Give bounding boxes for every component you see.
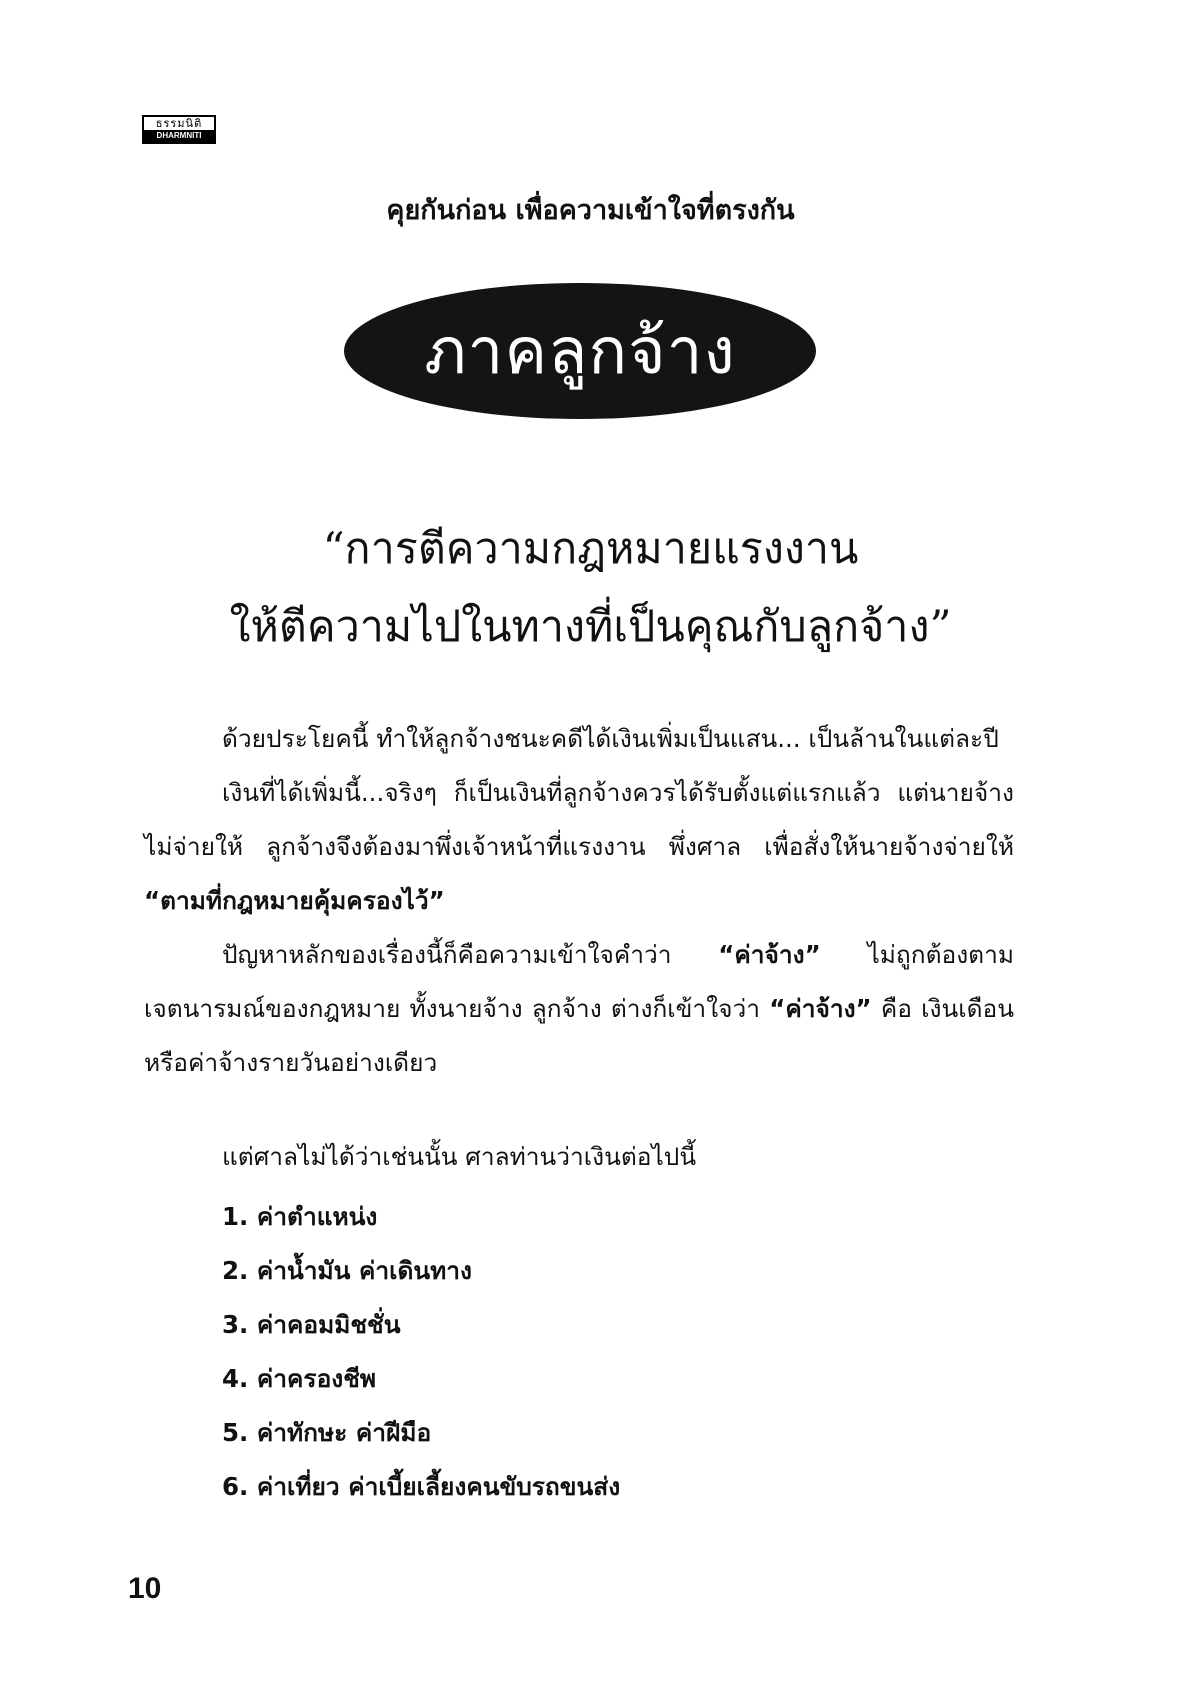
- list-item: 4. ค่าครองชีพ: [222, 1364, 377, 1393]
- list-item: 6. ค่าเที่ยว ค่าเบี้ยเลี้ยงคนขับรถขนส่ง: [222, 1472, 621, 1501]
- list-intro: แต่ศาลไม่ได้ว่าเช่นนั้น ศาลท่านว่าเงินต่อไปนี้: [222, 1142, 697, 1171]
- wage-term: “ค่าจ้าง”: [769, 994, 872, 1023]
- paragraph-3-line-1: [144, 928, 1014, 982]
- paragraph-3-text-a: ปัญหาหลักของเรื่องนี้ก็คือความเข้าใจคำว่า: [222, 940, 672, 969]
- pull-quote-line-2: ให้ตีความไปในทางที่เป็นคุณกับลูกจ้าง”: [229, 602, 952, 652]
- logo-thai-text: ธรรมนิติ: [155, 117, 203, 130]
- section-title: ภาคลูกจ้าง: [424, 315, 736, 389]
- page-number: 10: [128, 1572, 162, 1605]
- paragraph-3-text-d: คือ เงินเดือน: [880, 994, 1014, 1023]
- paragraph-2-line-2: ไม่จ่ายให้ ลูกจ้างจึงต้องมาพึ่งเจ้าหน้าที่แรงงาน พึ่งศาล เพื่อสั่งให้นายจ้างจ่ายให้: [144, 832, 1014, 861]
- logo-english-text: DHARMNITI: [144, 130, 214, 142]
- paragraph-3-text-c: เจตนารมณ์ของกฎหมาย ทั้งนายจ้าง ลูกจ้าง ต่างก็เข้าใจว่า: [144, 994, 761, 1023]
- wage-items-list: [222, 1190, 620, 1514]
- list-item: 2. ค่าน้ำมัน ค่าเดินทาง: [222, 1256, 473, 1285]
- paragraph-3-line-3: หรือค่าจ้างรายวันอย่างเดียว: [144, 1048, 438, 1077]
- pull-quote-line-1: “การตีความกฎหมายแรงงาน: [322, 524, 859, 574]
- section-kicker: คุยกันก่อน เพื่อความเข้าใจที่ตรงกัน: [386, 195, 795, 226]
- body-text: [144, 712, 1014, 1090]
- paragraph-2-line-1: เงินที่ได้เพิ่มนี้...จริงๆ ก็เป็นเงินที่ลูกจ้างควรได้รับตั้งแต่แรกแล้ว แต่นายจ้าง: [222, 778, 1014, 807]
- list-item: 5. ค่าทักษะ ค่าฝีมือ: [222, 1418, 432, 1447]
- pull-quote: [0, 510, 1181, 666]
- paragraph-1: ด้วยประโยคนี้ ทำให้ลูกจ้างชนะคดีได้เงินเพิ่มเป็นแสน... เป็นล้านในแต่ละปี: [222, 724, 999, 753]
- list-item: 3. ค่าคอมมิชชั่น: [222, 1310, 401, 1339]
- paragraph-3-text-b: ไม่ถูกต้องตาม: [867, 940, 1014, 969]
- paragraph-3-line-2: [144, 982, 1014, 1036]
- publisher-logo: [142, 115, 216, 144]
- wage-term: “ค่าจ้าง”: [718, 940, 821, 969]
- list-item: 1. ค่าตำแหน่ง: [222, 1202, 378, 1231]
- section-title-oval: [344, 283, 816, 419]
- paragraph-2-emphasis: “ตามที่กฎหมายคุ้มครองไว้”: [144, 886, 445, 915]
